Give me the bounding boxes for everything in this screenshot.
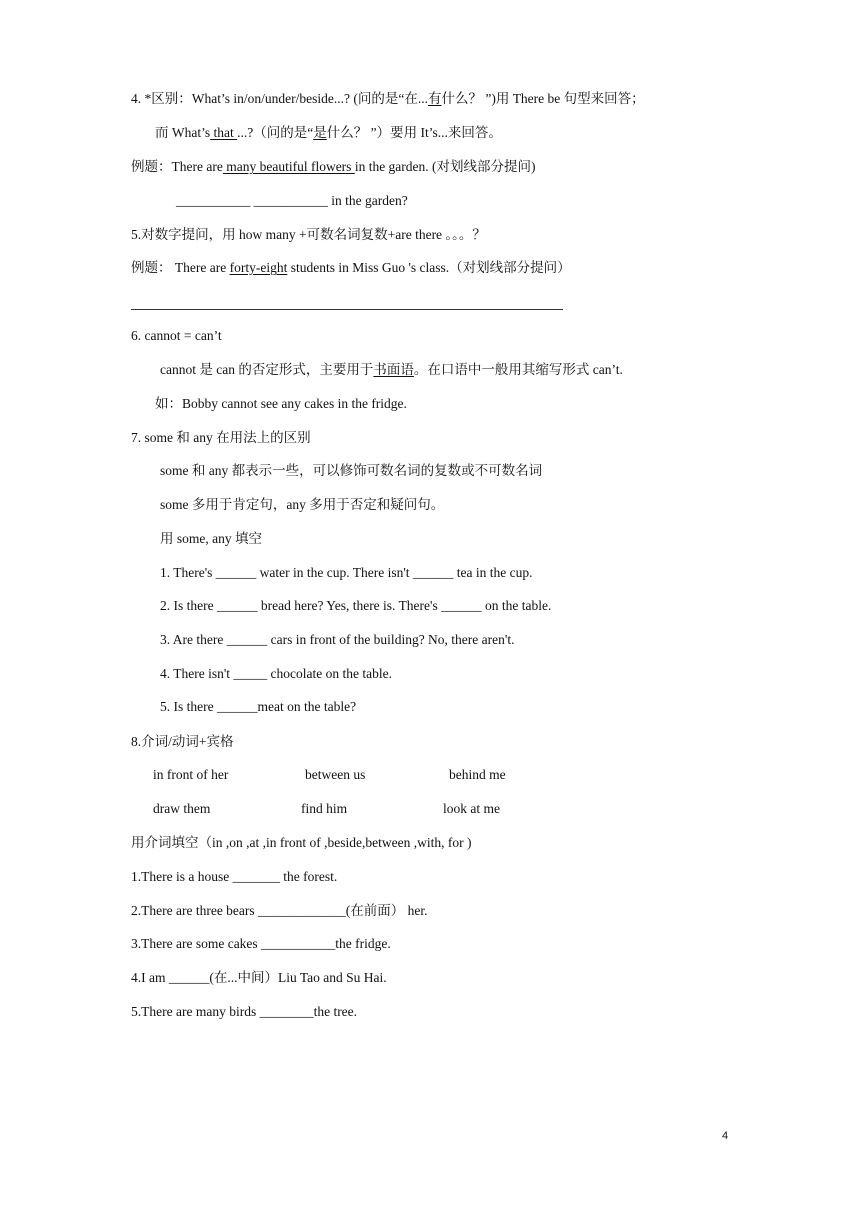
s4-l1-a: 4. *区别：What’s in/on/under/beside...? (问的是“在...	[131, 91, 428, 106]
s4-ex-a: 例题：There are	[131, 159, 223, 174]
s7-exercise-1: 1. There's ______ water in the cup. There isn't ______ tea in the cup.	[160, 565, 533, 580]
s8-row1-col2: between us	[305, 767, 366, 782]
s4-ex-underlined: many beautiful flowers	[222, 159, 355, 174]
s8-row2-col1: draw them	[153, 801, 211, 816]
s7-exercise-3: 3. Are there ______ cars in front of the building? No, there aren't.	[160, 632, 515, 647]
s8-row2-col3: look at me	[443, 801, 500, 816]
s4-l2-a: 而 What’s	[155, 125, 211, 140]
s7-exercise-4: 4. There isn't _____ chocolate on the table.	[160, 666, 392, 681]
s5-ex-a: 例题： There are	[131, 260, 230, 275]
s8-fill-title: 用介词填空（in ,on ,at ,in front of ,beside,between ,with, for )	[131, 835, 472, 850]
section-7-line-3: 用 some, any 填空	[160, 531, 262, 546]
s6-desc-c: 。在口语中一般用其缩写形式 can’t.	[413, 362, 623, 377]
section-6-desc	[160, 361, 623, 379]
s8-row2-col2: find him	[301, 801, 348, 816]
answer-rule-line	[131, 309, 563, 310]
section-5-example	[131, 259, 571, 277]
s7-exercise-5: 5. Is there ______meat on the table?	[160, 699, 357, 714]
s4-l2-underlined-shi: 是	[313, 125, 327, 140]
section-6-title: 6. cannot = can’t	[131, 328, 222, 343]
section-8-title: 8.介词/动词+宾格	[131, 734, 234, 749]
s4-l1-c: 什么？ ”)用 There be 句型来回答；	[441, 91, 645, 106]
section-4-line-2	[155, 124, 502, 142]
s8-exercise-5: 5.There are many birds ________the tree.	[131, 1004, 358, 1019]
s5-ex-underlined: forty-eight	[229, 260, 288, 275]
page-number: 4	[722, 1130, 729, 1142]
s8-exercise-3: 3.There are some cakes ___________the fridge.	[131, 936, 391, 951]
s6-desc-a: cannot 是 can 的否定形式，主要用于	[160, 362, 374, 377]
s4-l2-e: 什么？ ”）要用 It’s...来回答。	[326, 125, 502, 140]
s8-exercise-1: 1.There is a house _______ the forest.	[131, 869, 338, 884]
section-4-example	[131, 158, 536, 176]
s8-exercise-4: 4.I am ______(在...中间）Liu Tao and Su Hai.	[131, 970, 387, 985]
s6-desc-underlined: 书面语	[373, 362, 414, 377]
section-7-line-2: some 多用于肯定句，any 多用于否定和疑问句。	[160, 497, 445, 512]
section-4-answer: ___________ ___________ in the garden?	[176, 193, 408, 208]
s5-ex-c: students in Miss Guo 's class.（对划线部分提问）	[287, 260, 571, 275]
s4-l1-underlined: 有	[427, 91, 442, 106]
s4-ex-c: in the garden. (对划线部分提问)	[354, 159, 536, 174]
section-5-title: 5.对数字提问，用 how many +可数名词复数+are there 。。。？	[131, 227, 486, 242]
section-7-line-1: some 和 any 都表示一些，可以修饰可数名词的复数或不可数名词	[160, 463, 543, 478]
section-6-example: 如：Bobby cannot see any cakes in the fridge.	[155, 396, 407, 411]
section-7-title: 7. some 和 any 在用法上的区别	[131, 430, 311, 445]
s7-exercise-2: 2. Is there ______ bread here? Yes, there is. There's ______ on the table.	[160, 598, 552, 613]
s4-l2-underlined-that: that	[210, 125, 238, 140]
s4-l2-c: ...?（问的是“	[237, 125, 314, 140]
s8-row1-col1: in front of her	[153, 767, 229, 782]
section-4-line-1	[131, 90, 645, 108]
s8-row1-col3: behind me	[449, 767, 506, 782]
s8-exercise-2: 2.There are three bears _____________(在前面） her.	[131, 903, 428, 918]
